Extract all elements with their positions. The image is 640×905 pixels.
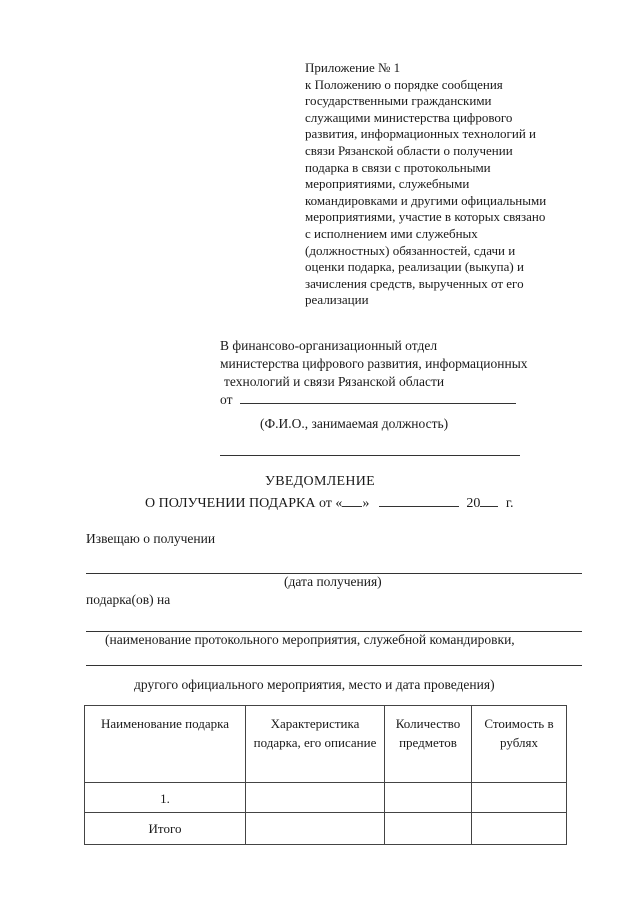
date-caption: (дата получения): [284, 574, 382, 589]
month-fill[interactable]: [379, 494, 459, 507]
from-fill-line[interactable]: [240, 391, 516, 404]
header-quantity: Количество предметов: [385, 706, 472, 783]
appendix-line: мероприятиями, служебными: [305, 176, 470, 192]
fio-caption: (Ф.И.О., занимаемая должность): [260, 416, 449, 431]
header-cost: Стоимость в рублях: [472, 706, 567, 783]
subtitle-prefix: О ПОЛУЧЕНИИ ПОДАРКА от «: [145, 496, 343, 511]
event-fill-line-2[interactable]: [86, 665, 582, 666]
day-fill[interactable]: [342, 494, 362, 507]
table-cell[interactable]: [246, 783, 385, 813]
document-heading: УВЕДОМЛЕНИЕ: [264, 474, 376, 489]
event-caption-2: другого официального мероприятия, место и дата проведения): [134, 677, 495, 692]
table-row: [85, 783, 567, 813]
appendix-line: с исполнением ими служебных: [305, 225, 478, 241]
position-fill-line[interactable]: [220, 455, 520, 456]
notify-text: Извещаю о получении: [86, 531, 216, 546]
table-header-row: [85, 706, 567, 783]
gifts-table: [84, 705, 567, 845]
year-suffix: г.: [505, 496, 514, 511]
recipient-ministry-cont: технологий и связи Рязанской области: [224, 374, 445, 389]
header-gift-name: Наименование подарка: [85, 706, 246, 783]
appendix-line: реализации: [305, 292, 369, 308]
appendix-line: зачисления средств, вырученных от его: [305, 275, 524, 291]
table-cell[interactable]: [385, 813, 472, 845]
table-cell[interactable]: [472, 813, 567, 845]
recipient-ministry: министерства цифрового развития, информационных: [220, 356, 528, 371]
event-caption-1: (наименование протокольного мероприятия, служебной командировки,: [105, 632, 515, 647]
document-subtitle: [145, 494, 514, 512]
appendix-line: служащими министерства цифрового: [305, 109, 513, 125]
table-total-row: [85, 813, 567, 845]
table-cell: Итого: [85, 813, 246, 845]
appendix-line: мероприятиями, участие в которых связано: [305, 209, 546, 225]
appendix-line: к Положению о порядке сообщения: [305, 76, 503, 92]
table-cell[interactable]: [472, 783, 567, 813]
quote-close: »: [362, 496, 370, 511]
table-cell[interactable]: [246, 813, 385, 845]
appendix-line: развития, информационных технологий и: [305, 126, 536, 142]
appendix-line: оценки подарка, реализации (выкупа) и: [305, 259, 524, 275]
appendix-line: связи Рязанской области о получении: [305, 142, 513, 158]
from-row: [220, 391, 600, 409]
appendix-line: Приложение № 1: [305, 60, 401, 75]
appendix-line: подарка в связи с протокольными: [305, 159, 491, 175]
from-label: от: [220, 392, 233, 407]
year-fill[interactable]: [480, 494, 498, 507]
recipient-dept: В финансово-организационный отдел: [220, 338, 438, 353]
table-cell[interactable]: 1.: [85, 783, 246, 813]
header-description: Характеристика подарка, его описание: [246, 706, 385, 783]
appendix-note: [305, 60, 605, 309]
appendix-line: государственными гражданскими: [305, 93, 492, 109]
appendix-line: (должностных) обязанностей, сдачи и: [305, 242, 516, 258]
appendix-line: командировками и другими официальными: [305, 192, 547, 208]
year-prefix: 20: [466, 496, 481, 511]
table-cell[interactable]: [385, 783, 472, 813]
recipient-block: [220, 337, 600, 433]
gifts-on-text: подарка(ов) на: [86, 592, 171, 607]
